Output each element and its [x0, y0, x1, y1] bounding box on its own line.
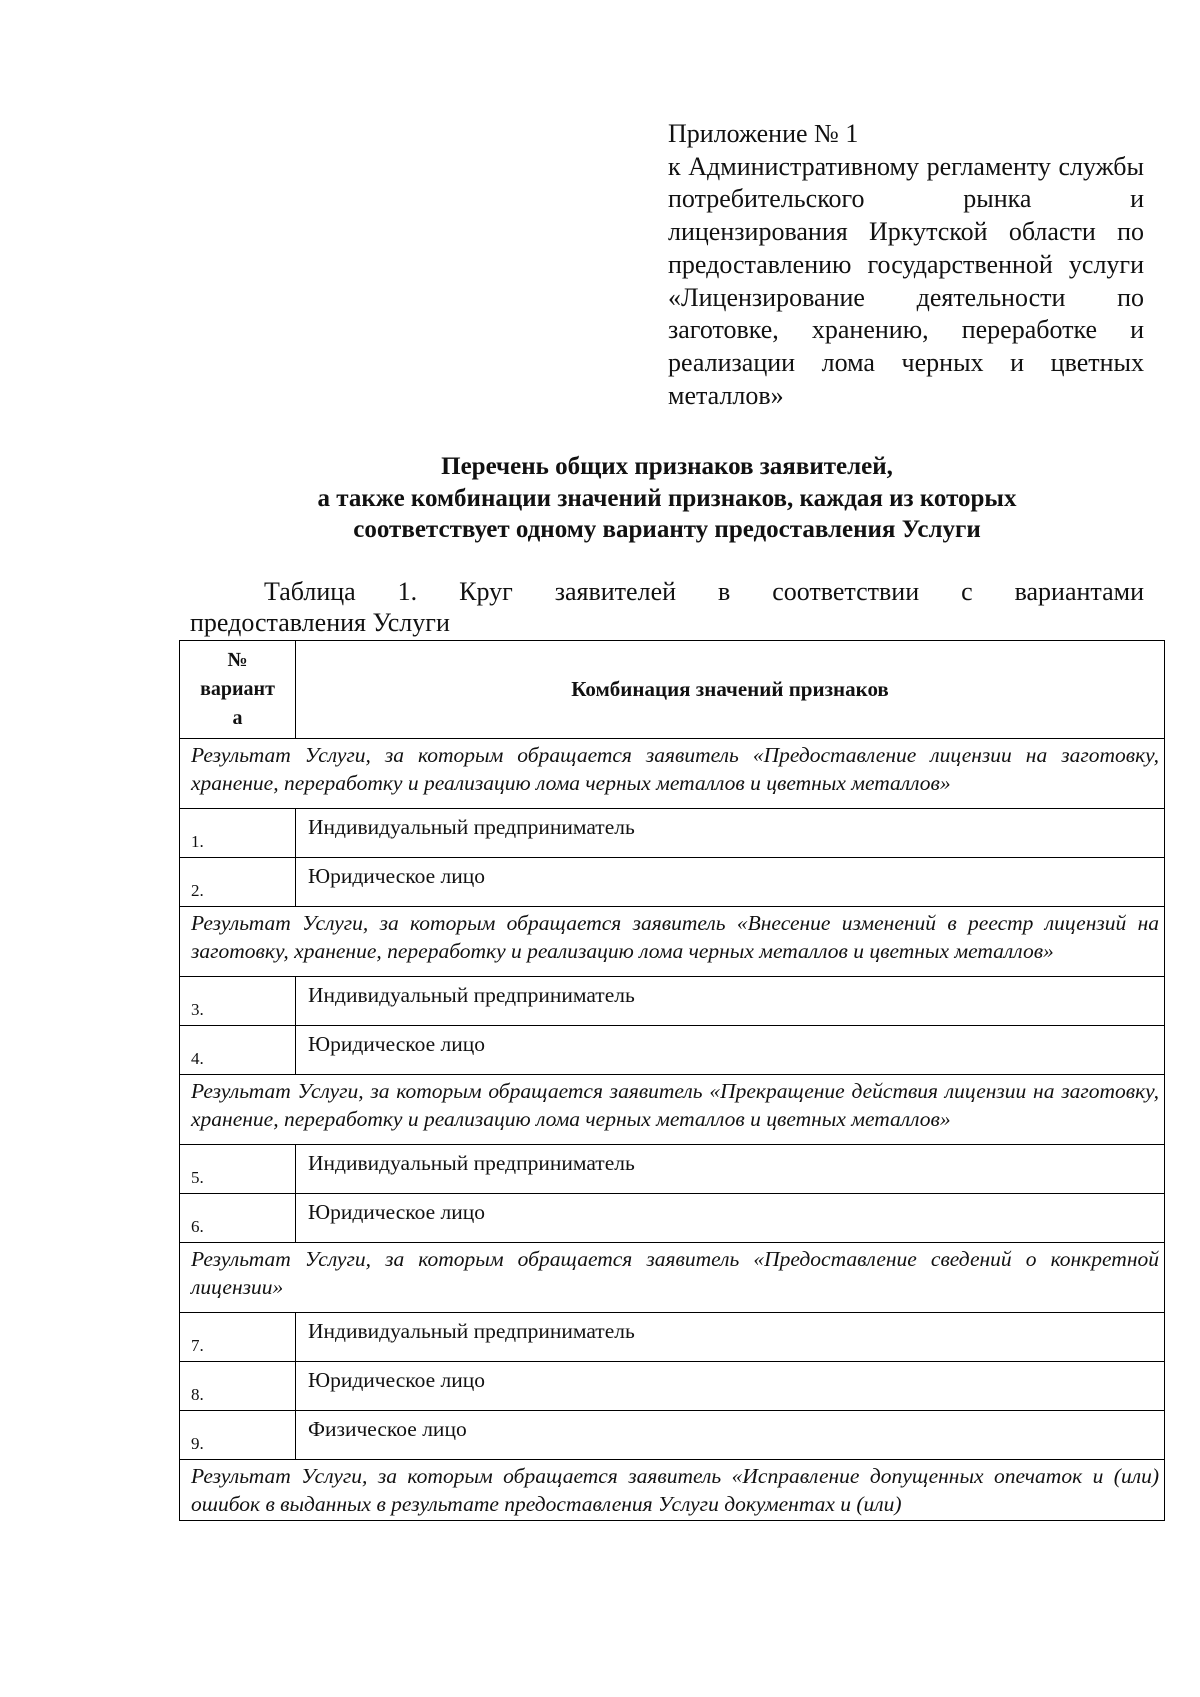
table-row	[180, 1194, 1165, 1243]
header-num-line-2: вариант	[200, 678, 275, 700]
table-row	[180, 1313, 1165, 1362]
variant-number: 6.	[180, 1194, 296, 1243]
variant-number: 5.	[180, 1145, 296, 1194]
table-row	[180, 1362, 1165, 1411]
result-row	[180, 907, 1165, 977]
variant-number: 9.	[180, 1411, 296, 1460]
result-text: Результат Услуги, за которым обращается заявитель «Внесение изменений в реестр лицензий на заготовку, хранение, переработку и реализацию лома черных металлов и цветных металлов»	[180, 907, 1165, 977]
variant-number: 2.	[180, 858, 296, 907]
annex-title: Приложение № 1	[668, 119, 859, 148]
result-text: Результат Услуги, за которым обращается заявитель «Предоставление сведений о конкретной лицензии»	[180, 1243, 1165, 1313]
variant-number: 3.	[180, 977, 296, 1026]
applicant-type: Физическое лицо	[296, 1411, 1165, 1460]
result-text: Результат Услуги, за которым обращается заявитель «Предоставление лицензии на заготовку, хранение, переработку и реализацию лома черных металлов и цветных металлов»	[180, 739, 1165, 809]
table-header-row	[180, 641, 1165, 739]
result-row	[180, 739, 1165, 809]
applicant-type: Юридическое лицо	[296, 1194, 1165, 1243]
header-num-line-1: №	[227, 649, 248, 671]
applicant-type: Индивидуальный предприниматель	[296, 977, 1165, 1026]
heading-line-2: а также комбинации значений признаков, каждая из которых	[317, 484, 1017, 512]
annex-block	[668, 118, 1144, 412]
applicant-type: Индивидуальный предприниматель	[296, 1145, 1165, 1194]
caption-line-2: предоставления Услуги	[190, 608, 450, 637]
document-heading	[190, 451, 1144, 546]
heading-line-1: Перечень общих признаков заявителей,	[441, 453, 893, 480]
result-text: Результат Услуги, за которым обращается заявитель «Прекращение действия лицензии на заготовку, хранение, переработку и реализацию лома черных металлов и цветных металлов»	[180, 1075, 1165, 1145]
variant-number: 4.	[180, 1026, 296, 1075]
table-row	[180, 858, 1165, 907]
applicant-type: Юридическое лицо	[296, 1026, 1165, 1075]
variant-number: 7.	[180, 1313, 296, 1362]
applicant-type: Юридическое лицо	[296, 858, 1165, 907]
variant-number: 8.	[180, 1362, 296, 1411]
caption-line-1: Таблица 1. Круг заявителей в соответствии с вариантами	[264, 577, 1144, 606]
result-row	[180, 1075, 1165, 1145]
applicant-type: Индивидуальный предприниматель	[296, 809, 1165, 858]
result-row	[180, 1460, 1165, 1521]
heading-line-3: соответствует одному варианту предоставления Услуги	[353, 516, 981, 543]
variants-table	[179, 640, 1165, 1521]
table-row	[180, 977, 1165, 1026]
applicant-type: Индивидуальный предприниматель	[296, 1313, 1165, 1362]
result-text: Результат Услуги, за которым обращается заявитель «Исправление допущенных опечаток и (или) ошибок в выданных в результате предоставления Услуги документах и (или)	[180, 1460, 1165, 1521]
header-combination: Комбинация значений признаков	[296, 641, 1165, 739]
table-row	[180, 1411, 1165, 1460]
table-row	[180, 1026, 1165, 1075]
header-num-line-3: а	[232, 707, 243, 729]
table-row	[180, 809, 1165, 858]
table-caption	[190, 576, 1144, 638]
applicant-type: Юридическое лицо	[296, 1362, 1165, 1411]
table-row	[180, 1145, 1165, 1194]
annex-text: к Административному регламенту службы потребительского рынка и лицензирования Иркутской области по предоставлению государственной услуги «Лицензирование деятельности по заготовке, хранению, переработке и реализации лома черных и цветных металлов»	[668, 151, 1144, 410]
result-row	[180, 1243, 1165, 1313]
header-variant-number	[180, 641, 296, 739]
variant-number: 1.	[180, 809, 296, 858]
